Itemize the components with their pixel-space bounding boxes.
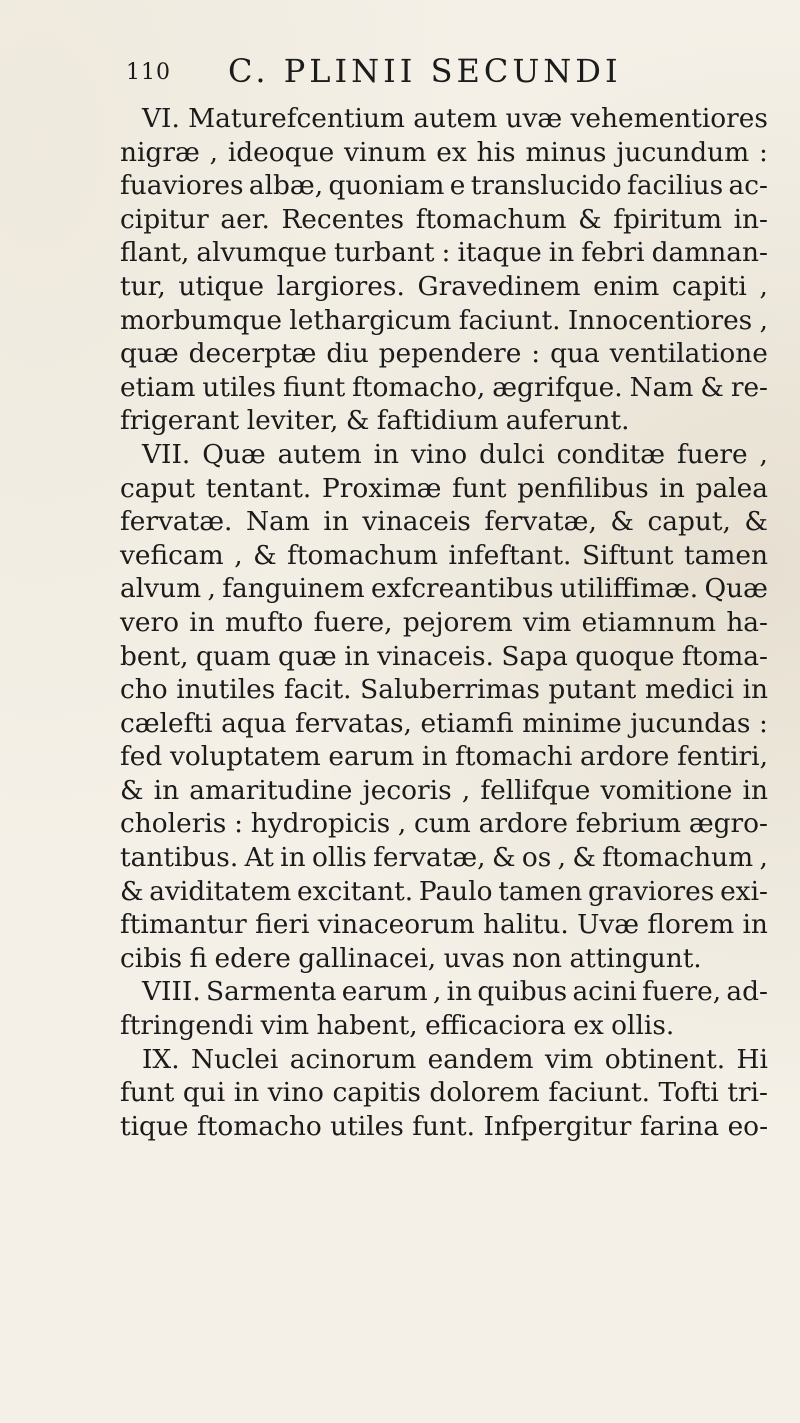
text-line: alvum , fanguinem exfcreantibus utiliffimæ. Quæ (120, 573, 768, 605)
text-line: bent, quam quæ in vinaceis. Sapa quoque ftoma- (120, 640, 768, 672)
text-line: morbumque lethargicum faciunt. Innocentiores , (120, 304, 768, 336)
text-line: cho inutiles facit. Saluberrimas putant medici in (120, 674, 768, 706)
text-line: etiam utiles fiunt ftomacho, ægrifque. Nam & re- (120, 371, 768, 403)
text-line: & in amaritudine jecoris , fellifque vomitione in (120, 774, 768, 806)
text-line: choleris : hydropicis , cum ardore febrium ægro- (120, 808, 768, 840)
text-line: frigerant leviter, & faftidium auferunt. (120, 405, 630, 437)
text-line: tique ftomacho utiles funt. Infpergitur farina eo- (120, 1110, 768, 1142)
text-line: ftimantur fieri vinaceorum halitu. Uvæ florem in (120, 909, 768, 941)
text-line: caput tentant. Proximæ funt penfilibus in palea (120, 472, 768, 504)
text-line: quæ decerptæ diu pependere : qua ventilatione (120, 338, 768, 370)
text-line: tantibus. At in ollis fervatæ, & os , & ftomachum , (120, 842, 768, 874)
text-line: tur, utique largiores. Gravedinem enim capiti , (120, 270, 768, 302)
text-line: vero in mufto fuere, pejorem vim etiamnum ha- (120, 606, 768, 638)
text-line: fed voluptatem earum in ftomachi ardore fentiri, (120, 741, 768, 773)
body-text (120, 102, 768, 1143)
text-line: cipitur aer. Recentes ftomachum & fpiritum in- (120, 203, 768, 235)
text-line: & aviditatem excitant. Paulo tamen graviores exi- (120, 875, 768, 907)
text-line: VIII. Sarmenta earum , in quibus acini fuere, ad- (142, 976, 768, 1008)
text-line: cælefti aqua fervatas, etiamfi minime jucundas : (120, 707, 768, 739)
text-line: veficam , & ftomachum infeftant. Siftunt tamen (120, 539, 768, 571)
text-line: ftringendi vim habent, efficaciora ex ollis. (120, 1010, 675, 1042)
page-header (126, 52, 766, 92)
text-line: nigræ , ideoque vinum ex his minus jucundum : (120, 136, 768, 168)
text-line: funt qui in vino capitis dolorem faciunt. Tofti tri- (120, 1077, 768, 1109)
text-line: VII. Quæ autem in vino dulci conditæ fuere , (142, 438, 768, 470)
running-title: C. PLINII SECUNDI (228, 52, 622, 90)
text-line: flant, alvumque turbant : itaque in febri damnan- (120, 237, 768, 269)
text-line: VI. Maturefcentium autem uvæ vehementiores (142, 103, 768, 134)
text-line: fervatæ. Nam in vinaceis fervatæ, & caput, & (120, 506, 768, 538)
page-number: 110 (126, 60, 171, 85)
text-line: IX. Nuclei acinorum eandem vim obtinent. Hi (142, 1043, 768, 1075)
text-line: cibis fi edere gallinacei, uvas non attingunt. (120, 942, 702, 974)
text-line: fuaviores albæ, quoniam e translucido facilius ac- (120, 170, 768, 202)
